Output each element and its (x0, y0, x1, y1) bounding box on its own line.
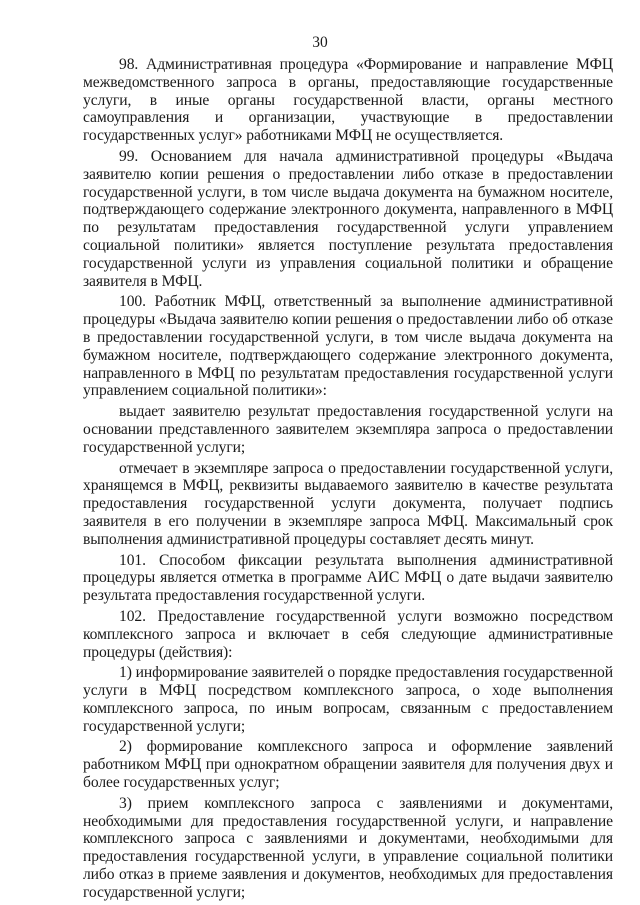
paragraph-99: 99. Основанием для начала административной процедуры «Выдача заявителю копии решения о предоставлении либо отказе в предоставлении государственной услуги, в том числе выдача документа на бумажном носителе, подтверждающего содержание электронного документа, направленного в МФЦ по результатам предоставления государственной услуги управлением социальной политики» является поступление результата предоставления государственной услуги из управления социальной политики и обращение заявителя в МФЦ. (83, 147, 613, 290)
paragraph-100-item-issues-result: выдает заявителю результат предоставления государственной услуги на основании представленного заявителем экземпляра запроса о предоставлении государственной услуги; (83, 403, 613, 456)
paragraph-102-item-1: 1) информирование заявителей о порядке предоставления государственной услуги в МФЦ посредством комплексного запроса, о ходе выполнения комплексного запроса, по иным вопросам, связанным с предоставлением государственной услуги; (83, 664, 613, 735)
paragraph-102: 102. Предоставление государственной услуги возможно посредством комплексного запроса и включает в себя следующие административные процедуры (действия): (83, 607, 613, 661)
document-body (83, 56, 613, 905)
paragraph-100: 100. Работник МФЦ, ответственный за выполнение административной процедуры «Выдача заявителю копии решения о предоставлении либо об отказе в предоставлении государственной услуги, в том числе выдача документа на бумажном носителе, подтверждающего содержание электронного документа, направленного в МФЦ по результатам предоставления государственной услуги управлением социальной политики»: (83, 293, 613, 400)
paragraph-102-item-3: 3) прием комплексного запроса с заявлениями и документами, необходимыми для предоставления государственной услуги, и направление комплексного запроса с заявлениями и документами, необходимыми для предоставления государственной услуги, в управление социальной политики либо отказ в приеме заявления и документов, необходимых для предоставления государственной услуги; (83, 794, 613, 901)
paragraph-100-item-records-details: отмечает в экземпляре запроса о предоставлении государственной услуги, хранящемся в МФЦ, реквизиты выдаваемого заявителю в качестве результата предоставления государственной услуги документа, получает подпись заявителя в его получении в экземпляре запроса МФЦ. Максимальный срок выполнения административной процедуры составляет десять минут. (83, 459, 613, 548)
paragraph-101: 101. Способом фиксации результата выполнения административной процедуры является отметка в программе АИС МФЦ о дате выдачи заявителю результата предоставления государственной услуги. (83, 551, 613, 605)
paragraph-98: 98. Административная процедура «Формирование и направление МФЦ межведомственного запроса в органы, предоставляющие государственные услуги, в иные органы государственной власти, органы местного самоуправления и организации, участвующие в предоставлении государственных услуг» работниками МФЦ не осуществляется. (83, 56, 613, 145)
page-number: 30 (312, 34, 328, 51)
paragraph-102-item-2: 2) формирование комплексного запроса и оформление заявлений работником МФЦ при однократном обращении заявителя для получения двух и более государственных услуг; (83, 738, 613, 792)
